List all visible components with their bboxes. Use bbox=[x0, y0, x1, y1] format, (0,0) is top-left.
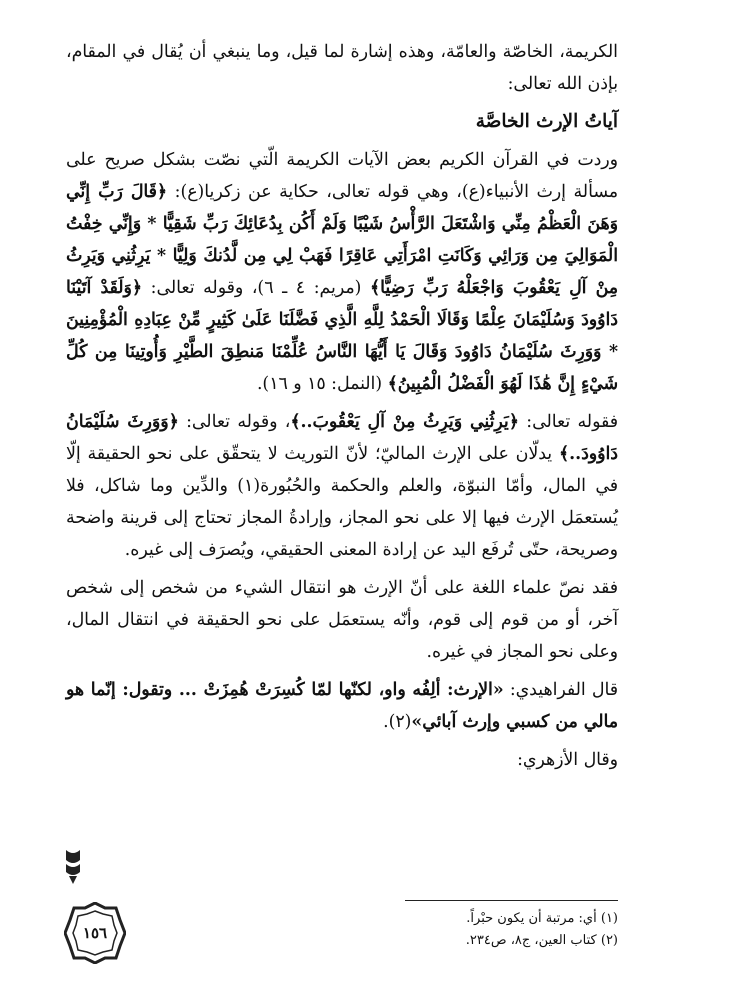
para1-ref-1: (مريم: ٤ ـ ٦)، وقوله تعالى: bbox=[142, 278, 371, 298]
quran-quote-yarithuni: ﴿يَرِثُنِي وَيَرِثُ مِنْ آلِ يَعْقُوبَ..﴾ bbox=[290, 412, 519, 432]
para2-text-a: فقوله تعالى: bbox=[518, 412, 618, 432]
page-number-badge bbox=[64, 902, 126, 964]
section-heading: آياتُ الإرث الخاصَّة bbox=[475, 111, 618, 132]
paragraph-5: وقال الأزهري: bbox=[517, 750, 618, 770]
quran-quote-naml: ﴿وَلَقَدْ آتَيْنَا دَاوُودَ وَسُلَيْمَانَ عِلْمًا وَقَالَا الْحَمْدُ لِلَّهِ الَّذِي فَضَّلَنَا عَلَىٰ كَثِيرٍ مِّنْ عِبَادِهِ الْمُؤْمِنِينَ * وَوَرِثَ سُلَيْمَانُ دَاوُودَ وَقَالَ يَا أَيُّهَا النَّاسُ عُلِّمْنَا مَنطِقَ الطَّيْرِ وَأُوتِينَا مِن كُلِّ شَيْءٍ إِنَّ هَٰذَا لَهُوَ الْفَضْلُ الْمُبِينُ﴾ bbox=[66, 278, 618, 394]
para1-ref-2: (النمل: ١٥ و ١٦). bbox=[256, 374, 388, 394]
quran-quote-maryam: ﴿قَالَ رَبِّ إِنِّي وَهَنَ الْعَظْمُ مِنِّي وَاشْتَعَلَ الرَّأْسُ شَيْبًا وَلَمْ أَكُن بِدُعَائِكَ رَبِّ شَقِيًّا * وَإِنِّي خِفْتُ الْمَوَالِيَ مِن وَرَائِي وَكَانَتِ امْرَأَتِي عَاقِرًا فَهَبْ لِي مِن لَّدُنكَ وَلِيًّا * يَرِثُنِي وَيَرِثُ مِنْ آلِ يَعْقُوبَ وَاجْعَلْهُ رَبِّ رَضِيًّا﴾ bbox=[66, 182, 618, 298]
paragraph-2 bbox=[66, 406, 618, 566]
footnote-1: (١) أي: مرتبة أن يكون حبْراً. bbox=[466, 911, 618, 926]
para2-text-c: يدلّان على الإرث الماليّ؛ لأنّ التوريث لا يتحقّق على نحو الحقيقة إلّا في المال، وأمّا النبوّة، والعلم والحكمة والحُبُورة(١) والدِّين وما شاكل، فلا يُستعمَل الإرث فيها إلا على نحو المجاز، وإرادةُ المجاز تحتاج إلى قرينة واضحة وصريحة، حتّى تُرفَع اليد عن إرادة المعنى الحقيقي، ويُصرَف إلى غيره. bbox=[66, 444, 618, 560]
page-number: ١٥٦ bbox=[82, 924, 108, 942]
para4-note: (٢). bbox=[383, 712, 412, 732]
intro-paragraph: الكريمة، الخاصّة والعامّة، وهذه إشارة لما قيل، وما ينبغي أن يُقال في المقام، بإذن الله تعالى: bbox=[66, 42, 618, 94]
bookmark-ornament-icon bbox=[62, 848, 84, 886]
footnote-2: (٢) كتاب العين، ج٨، ص٢٣٤. bbox=[465, 933, 618, 948]
para1-text-a: وردت في القرآن الكريم بعض الآيات الكريمة الّتي نصّت بشكل صريح على مسألة إرث الأنبياء(ع)، وهي قوله تعالى، حكاية عن زكريا(ع): bbox=[66, 150, 619, 202]
paragraph-4 bbox=[66, 674, 618, 738]
para4-text-a: قال الفراهيدي: bbox=[503, 680, 618, 700]
paragraph-3: فقد نصّ علماء اللغة على أنّ الإرث هو انتقال الشيء من شخص إلى شخص آخر، أو من قوم إلى قوم، وأنّه يستعمَل على نحو الحقيقة في انتقال المال، وعلى نحو المجاز في غيره. bbox=[66, 578, 618, 662]
footnotes bbox=[405, 908, 618, 952]
para2-text-b: ، وقوله تعالى: bbox=[178, 412, 291, 432]
quran-quote-warith: ﴿وَوَرِثَ سُلَيْمَانُ دَاوُودَ..﴾ bbox=[66, 412, 618, 464]
body-text bbox=[66, 36, 618, 782]
paragraph-1 bbox=[66, 144, 618, 400]
farahidi-quote: «الإرث: ألِفُه واو، لكنّها لمّا كُسِرَتْ هُمِزَتْ ... وتقول: إنّما هو مالي من كسبي وإرث آبائي» bbox=[66, 680, 618, 732]
footnote-separator bbox=[405, 900, 618, 901]
